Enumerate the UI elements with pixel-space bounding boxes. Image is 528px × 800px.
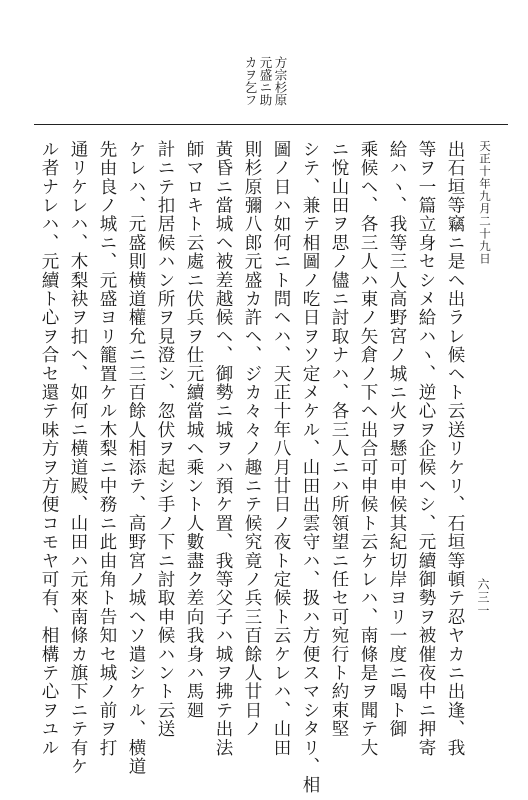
marginal-note-line: カヲ乞フ — [243, 56, 258, 106]
text-column: 圖ノ日ハ如何ニト問ヘハ、天正十年八月廿日ノ夜ト定候ト云ケレハ、山田 — [271, 140, 291, 758]
running-head — [476, 140, 494, 340]
text-column: 則杉原彌八郎元盛カ許ヘ、ジカ々々ノ趣ニテ候究竟ノ兵三百餘人廿日ノ — [242, 140, 262, 739]
text-column: 等ヲ一篇立身セシメ給ハヽ、逆心ヲ企候ヘシ、元續御勢ヲ被催夜中ニ押寄 — [416, 140, 436, 758]
text-column: 黃昏ニ當城ヘ被差越候ヘ、御勢ニ城ヲハ預ケ置、我等父子ハ城ヲ拂テ出法 — [213, 140, 233, 758]
text-column: 通リケレハ、木梨袂ヲ扣ヘ、如何ニ横道殿、山田ハ元來南條カ旗下ニテ有ケ — [68, 140, 88, 776]
running-head-text: 天正十年九月二十九日 — [478, 140, 492, 265]
page-number — [474, 578, 492, 638]
marginal-note-line: 元盛ニ助 — [258, 56, 273, 106]
text-column: シテ、兼テ相圖ノ吃日ヲソ定メケル、山田出雲守ハ、扱ハ方便スマシタリ、相 — [300, 140, 320, 795]
text-column: ケレハ、元盛則横道權允ニ三百餘人相添テ、高野宮ノ城ヘソ遣シケル、横道 — [126, 140, 146, 776]
text-column: 乘候ヘ、各三人ハ東ノ矢倉ノ下ヘ出合可申候ト云ケレハ、南條是ヲ聞テ大 — [358, 140, 378, 758]
text-column: 計ニテ扣居候ハン所ヲ見澄シ、忽伏ヲ起シ手ノ下ニ討取申候ハント云送 — [155, 140, 175, 739]
text-column: ニ悅山田ヲ思ノ儘ニ討取ナハ、各三人ニハ所領望ニ任セ可宛行ト約束堅 — [329, 140, 349, 739]
text-column: 給ハヽ、我等三人高野宮ノ城ニ火ヲ懸可申候其紀切岸ヨリ一度ニ喝ト御 — [387, 140, 407, 739]
text-column: 師マロキト云處ニ伏兵ヲ仕元續當城ヘ乘ント人數盡ク差向我身ハ馬廻 — [184, 140, 204, 720]
text-column: 先由良ノ城ニ、元盛ヨリ籠置ケル木梨ニ中務ニ此由角ト告知セ城ノ前ヲ打 — [97, 140, 117, 758]
text-column: 出石垣等竊ニ是ヘ出ラレ候ヘト云送リケリ、石垣等頓テ忍ヤカニ出逢、我 — [445, 140, 465, 758]
body-text — [28, 140, 468, 795]
text-column: ル者ナレハ、元續ト心ヲ合セ還テ味方ヲ方便コモヤ可有、相構テ心ヲユル — [39, 140, 59, 758]
header-rule — [34, 124, 508, 125]
marginal-note — [228, 56, 288, 126]
page-number-text: 六三一 — [476, 578, 490, 617]
marginal-note-line: 方宗杉原 — [273, 56, 288, 106]
